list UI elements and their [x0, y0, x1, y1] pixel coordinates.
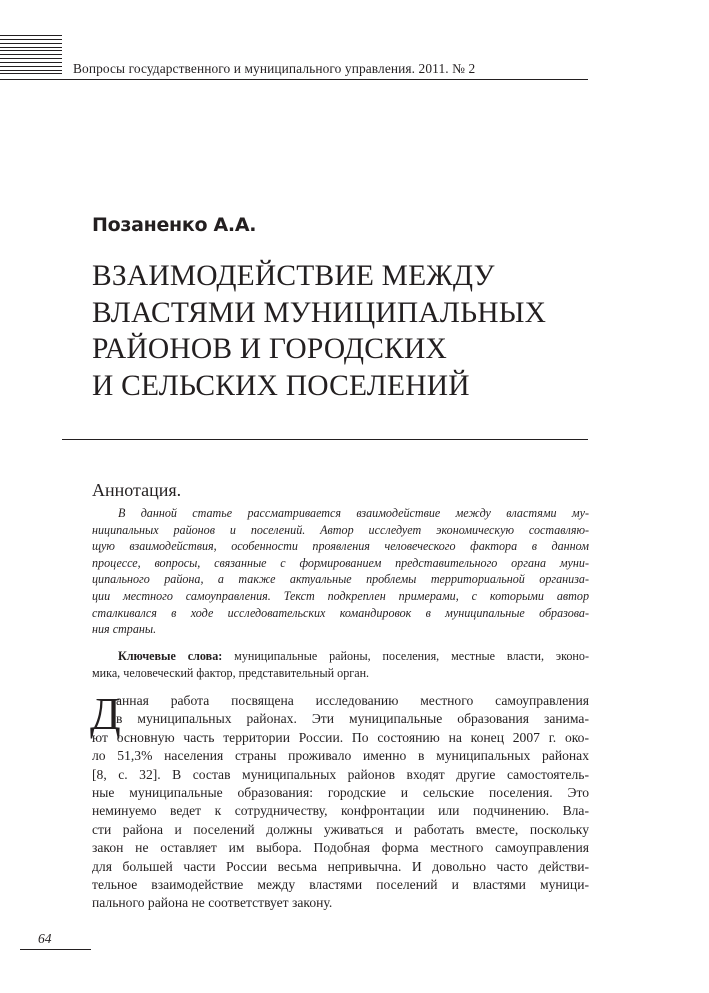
body-text [90, 689, 589, 913]
abstract-line: сталкивался в ходе исследовательских командировок в муниципальные образова- [92, 605, 589, 620]
article-author: Позаненко А.А. [92, 214, 257, 236]
body-line: в муниципальных районах. Эти муниципальные образования занима- [116, 711, 589, 727]
body-line: сти района и поселений должны уживаться и работать вместе, поскольку [92, 821, 589, 837]
article-title [92, 258, 546, 404]
keywords-line [92, 648, 589, 665]
abstract-line: ципального района, а также актуальные проблемы территориальной организа- [92, 572, 589, 587]
body-line: тельное взаимодействие между властями поселений и властями муници- [92, 877, 589, 893]
body-line: неминуемо ведет к сотрудничеству, конфронтации или подчинению. Вла- [92, 803, 589, 819]
keywords-text: муниципальные районы, поселения, местные власти, эконо- [222, 649, 589, 663]
abstract-line: В данной статье рассматривается взаимодействие между властями му- [118, 506, 589, 520]
abstract-line: щую взаимодействия, особенности проявления человеческого фактора в данном [92, 539, 589, 554]
body-line: анная работа посвящена исследованию местного самоуправления [116, 693, 589, 708]
body-line: [8, с. 32]. В состав муниципальных районов входят другие самостоятель- [92, 766, 589, 782]
keywords-label: Ключевые слова: [118, 649, 223, 663]
abstract-text [92, 505, 589, 638]
body-line: пального района не соответствует закону. [92, 895, 333, 911]
title-line: ВЗАИМОДЕЙСТВИЕ МЕЖДУ [92, 260, 495, 292]
body-line: ло 51,3% населения страны проживало именно в муниципальных районах [92, 748, 589, 764]
running-title: Вопросы государственного и муниципального управления. 2011. № 2 [73, 61, 476, 76]
page-number: 64 [38, 931, 52, 946]
title-line: ВЛАСТЯМИ МУНИЦИПАЛЬНЫХ [92, 296, 547, 329]
keywords-line: мика, человеческий фактор, представительный орган. [92, 665, 370, 680]
title-line: И СЕЛЬСКИХ ПОСЕЛЕНИЙ [92, 369, 470, 402]
drop-cap: Д [90, 689, 121, 739]
body-line: закон не оставляет им выбора. Подобная форма местного самоуправления [92, 840, 589, 856]
abstract-line: ния страны. [92, 622, 157, 637]
title-line: РАЙОНОВ И ГОРОДСКИХ [92, 333, 447, 365]
decorative-stripes [0, 35, 62, 77]
keywords [92, 648, 589, 681]
body-line: ные муниципальные образования: городские и сельские поселения. Это [92, 785, 589, 801]
abstract-heading: Аннотация. [92, 480, 182, 500]
section-divider [62, 439, 588, 440]
body-line: для большей части России весьма непривычна. И довольно часто действи- [92, 858, 589, 874]
abstract-line: процессе, вопросы, связанные с формированием представительного органа муни- [92, 555, 589, 570]
abstract-line: ции местного самоуправления. Текст подкреплен примерами, с которыми автор [92, 588, 589, 603]
header-rule [0, 79, 588, 80]
abstract-line: ниципальных районов и поселений. Автор исследует экономическую составляю- [92, 522, 589, 537]
footer-rule [20, 949, 91, 950]
body-line: ют основную часть территории России. По состоянию на конец 2007 г. око- [92, 729, 589, 745]
